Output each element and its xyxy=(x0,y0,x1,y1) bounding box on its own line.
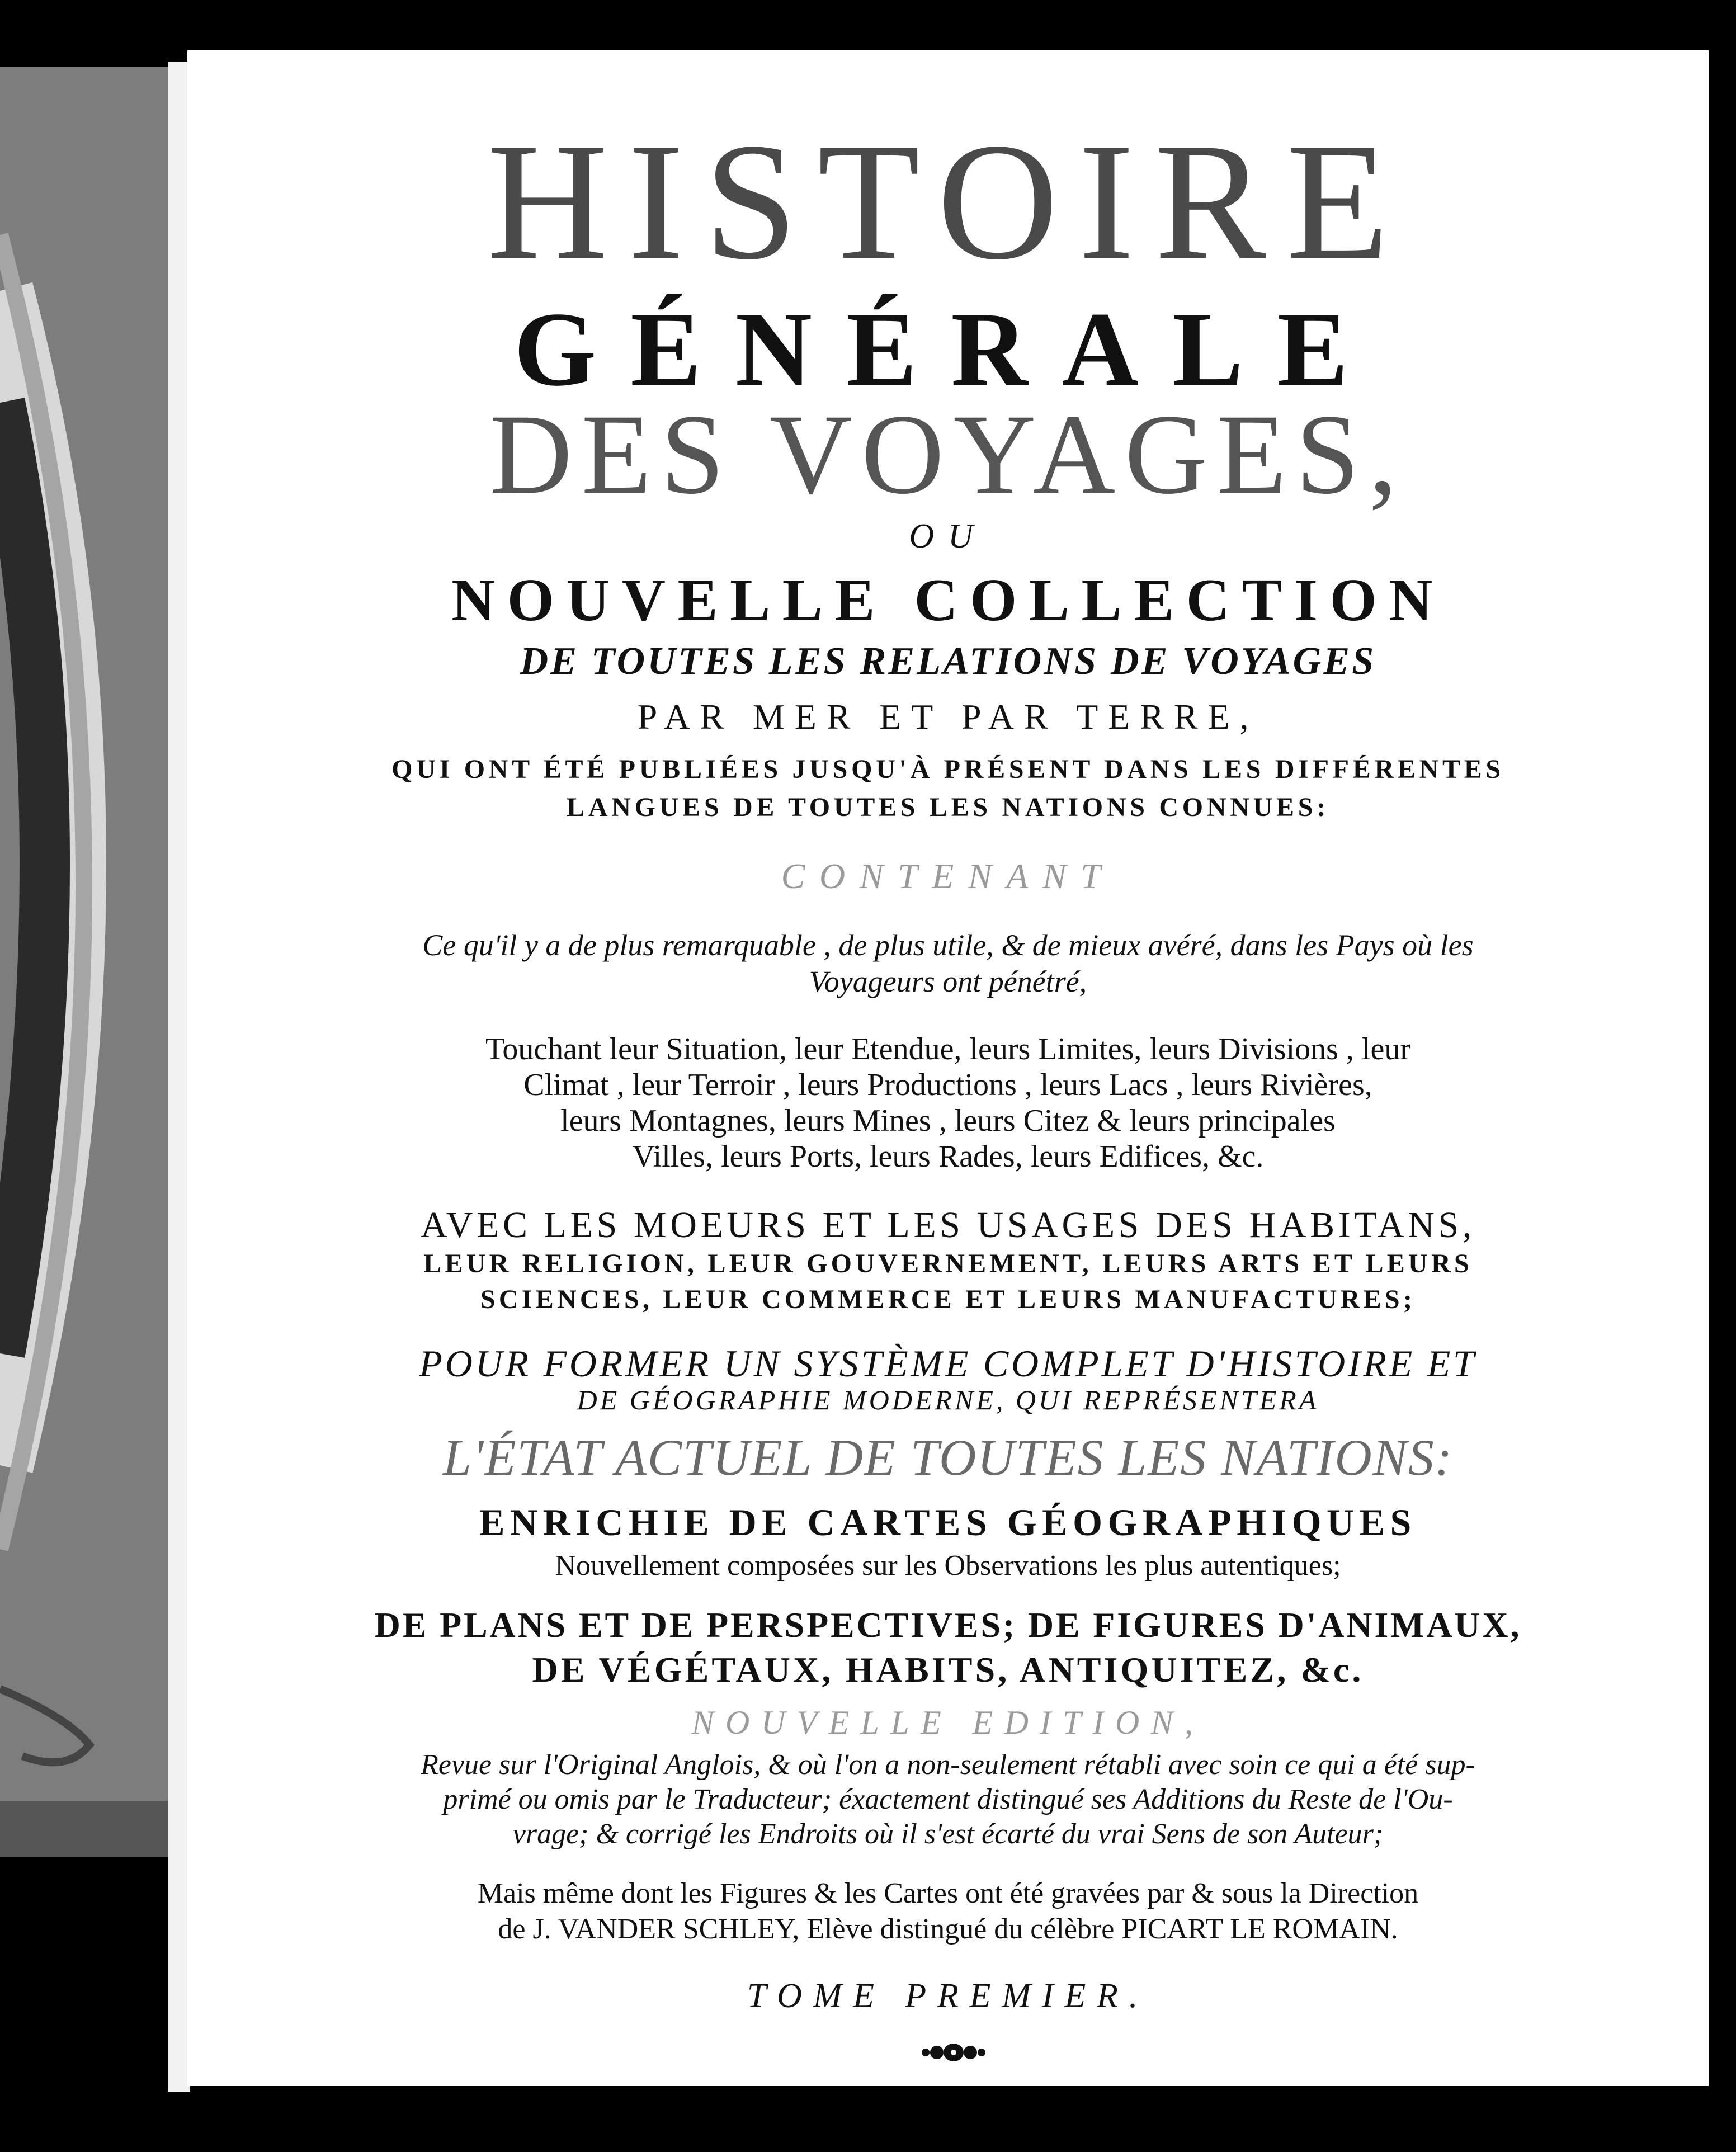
text-plans: DE PLANS ET DE PERSPECTIVES; DE FIGURES D'ANIMAUX, xyxy=(374,1605,1522,1645)
text-langues: LANGUES DE TOUTES LES NATIONS CONNUES: xyxy=(567,792,1329,822)
title-generale: GÉNÉRALE xyxy=(513,291,1383,408)
subtitle-nouvelle-collection: NOUVELLE COLLECTION xyxy=(451,567,1445,634)
text-systeme: POUR FORMER UN SYSTÈME COMPLET D'HISTOIRE ET xyxy=(419,1342,1477,1385)
text-moeurs: AVEC LES MOEURS ET LES USAGES DES HABITANS, xyxy=(421,1205,1475,1245)
text-geographie: DE GÉOGRAPHIE MODERNE, QUI REPRÉSENTERA xyxy=(577,1384,1319,1415)
text-touchant-line-3: leurs Montagnes, leurs Mines , leurs Citez & leurs principales xyxy=(560,1103,1336,1138)
text-vegetaux: DE VÉGÉTAUX, HABITS, ANTIQUITEZ, &c. xyxy=(532,1650,1364,1689)
text-enrichie: ENRICHIE DE CARTES GÉOGRAPHIQUES xyxy=(479,1501,1417,1544)
text-mais-line-1: Mais même dont les Figures & les Cartes ont été gravées par & sous la Direction xyxy=(477,1877,1419,1909)
heading-nouvelle-edition: NOUVELLE EDITION, xyxy=(691,1704,1205,1741)
text-touchant-line-1: Touchant leur Situation, leur Etendue, leurs Limites, leurs Divisions , leur xyxy=(485,1032,1410,1066)
text-remarquable-line-2: Voyageurs ont pénétré, xyxy=(809,965,1087,998)
text-revue-line-1: Revue sur l'Original Anglois, & où l'on a non-seulement rétabli avec soin ce qui a été sup- xyxy=(421,1749,1475,1781)
frontispiece-illustration xyxy=(0,67,168,1857)
page-gutter xyxy=(168,62,190,2092)
text-tome: TOME PREMIER. xyxy=(747,1977,1149,2015)
text-religion: LEUR RELIGION, LEUR GOUVERNEMENT, LEURS ARTS ET LEURS xyxy=(423,1249,1473,1278)
text-touchant-line-2: Climat , leur Terroir , leurs Productions , leurs Lacs , leurs Rivières, xyxy=(523,1068,1372,1102)
text-revue-line-2: primé ou omis par le Traducteur; éxactement distingué ses Additions du Reste de l'Ou- xyxy=(443,1783,1453,1815)
text-revue-line-3: vrage; & corrigé les Endroits où il s'est écarté du vrai Sens de son Auteur; xyxy=(512,1818,1384,1850)
heading-contenant: CONTENANT xyxy=(781,856,1115,896)
text-mais-line-2: de J. VANDER SCHLEY, Elève distingué du célèbre PICART LE ROMAIN. xyxy=(498,1913,1398,1945)
title-page xyxy=(187,50,1709,2086)
ornament-icon xyxy=(920,2036,987,2069)
text-nouvellement: Nouvellement composées sur les Observations les plus autentiques; xyxy=(555,1550,1341,1582)
text-etat-actuel: L'ÉTAT ACTUEL DE TOUTES LES NATIONS: xyxy=(442,1429,1454,1486)
title-ou: OU xyxy=(909,517,987,555)
text-touchant-line-4: Villes, leurs Ports, leurs Rades, leurs Edifices, &c. xyxy=(632,1139,1264,1174)
text-publiees: QUI ONT ÉTÉ PUBLIÉES JUSQU'À PRÉSENT DANS LES DIFFÉRENTES xyxy=(391,754,1504,784)
engraved-frontispiece-edge xyxy=(0,67,168,1857)
subtitle-mer-terre: PAR MER ET PAR TERRE, xyxy=(637,697,1259,737)
text-remarquable-line-1: Ce qu'il y a de plus remarquable , de plus utile, & de mieux avéré, dans les Pays où les xyxy=(422,928,1474,962)
subtitle-relations: DE TOUTES LES RELATIONS DE VOYAGES xyxy=(520,640,1376,683)
title-des-voyages: DES VOYAGES, xyxy=(489,391,1407,518)
text-sciences: SCIENCES, LEUR COMMERCE ET LEURS MANUFACTURES; xyxy=(480,1285,1416,1314)
title-histoire: HISTOIRE xyxy=(487,108,1409,294)
